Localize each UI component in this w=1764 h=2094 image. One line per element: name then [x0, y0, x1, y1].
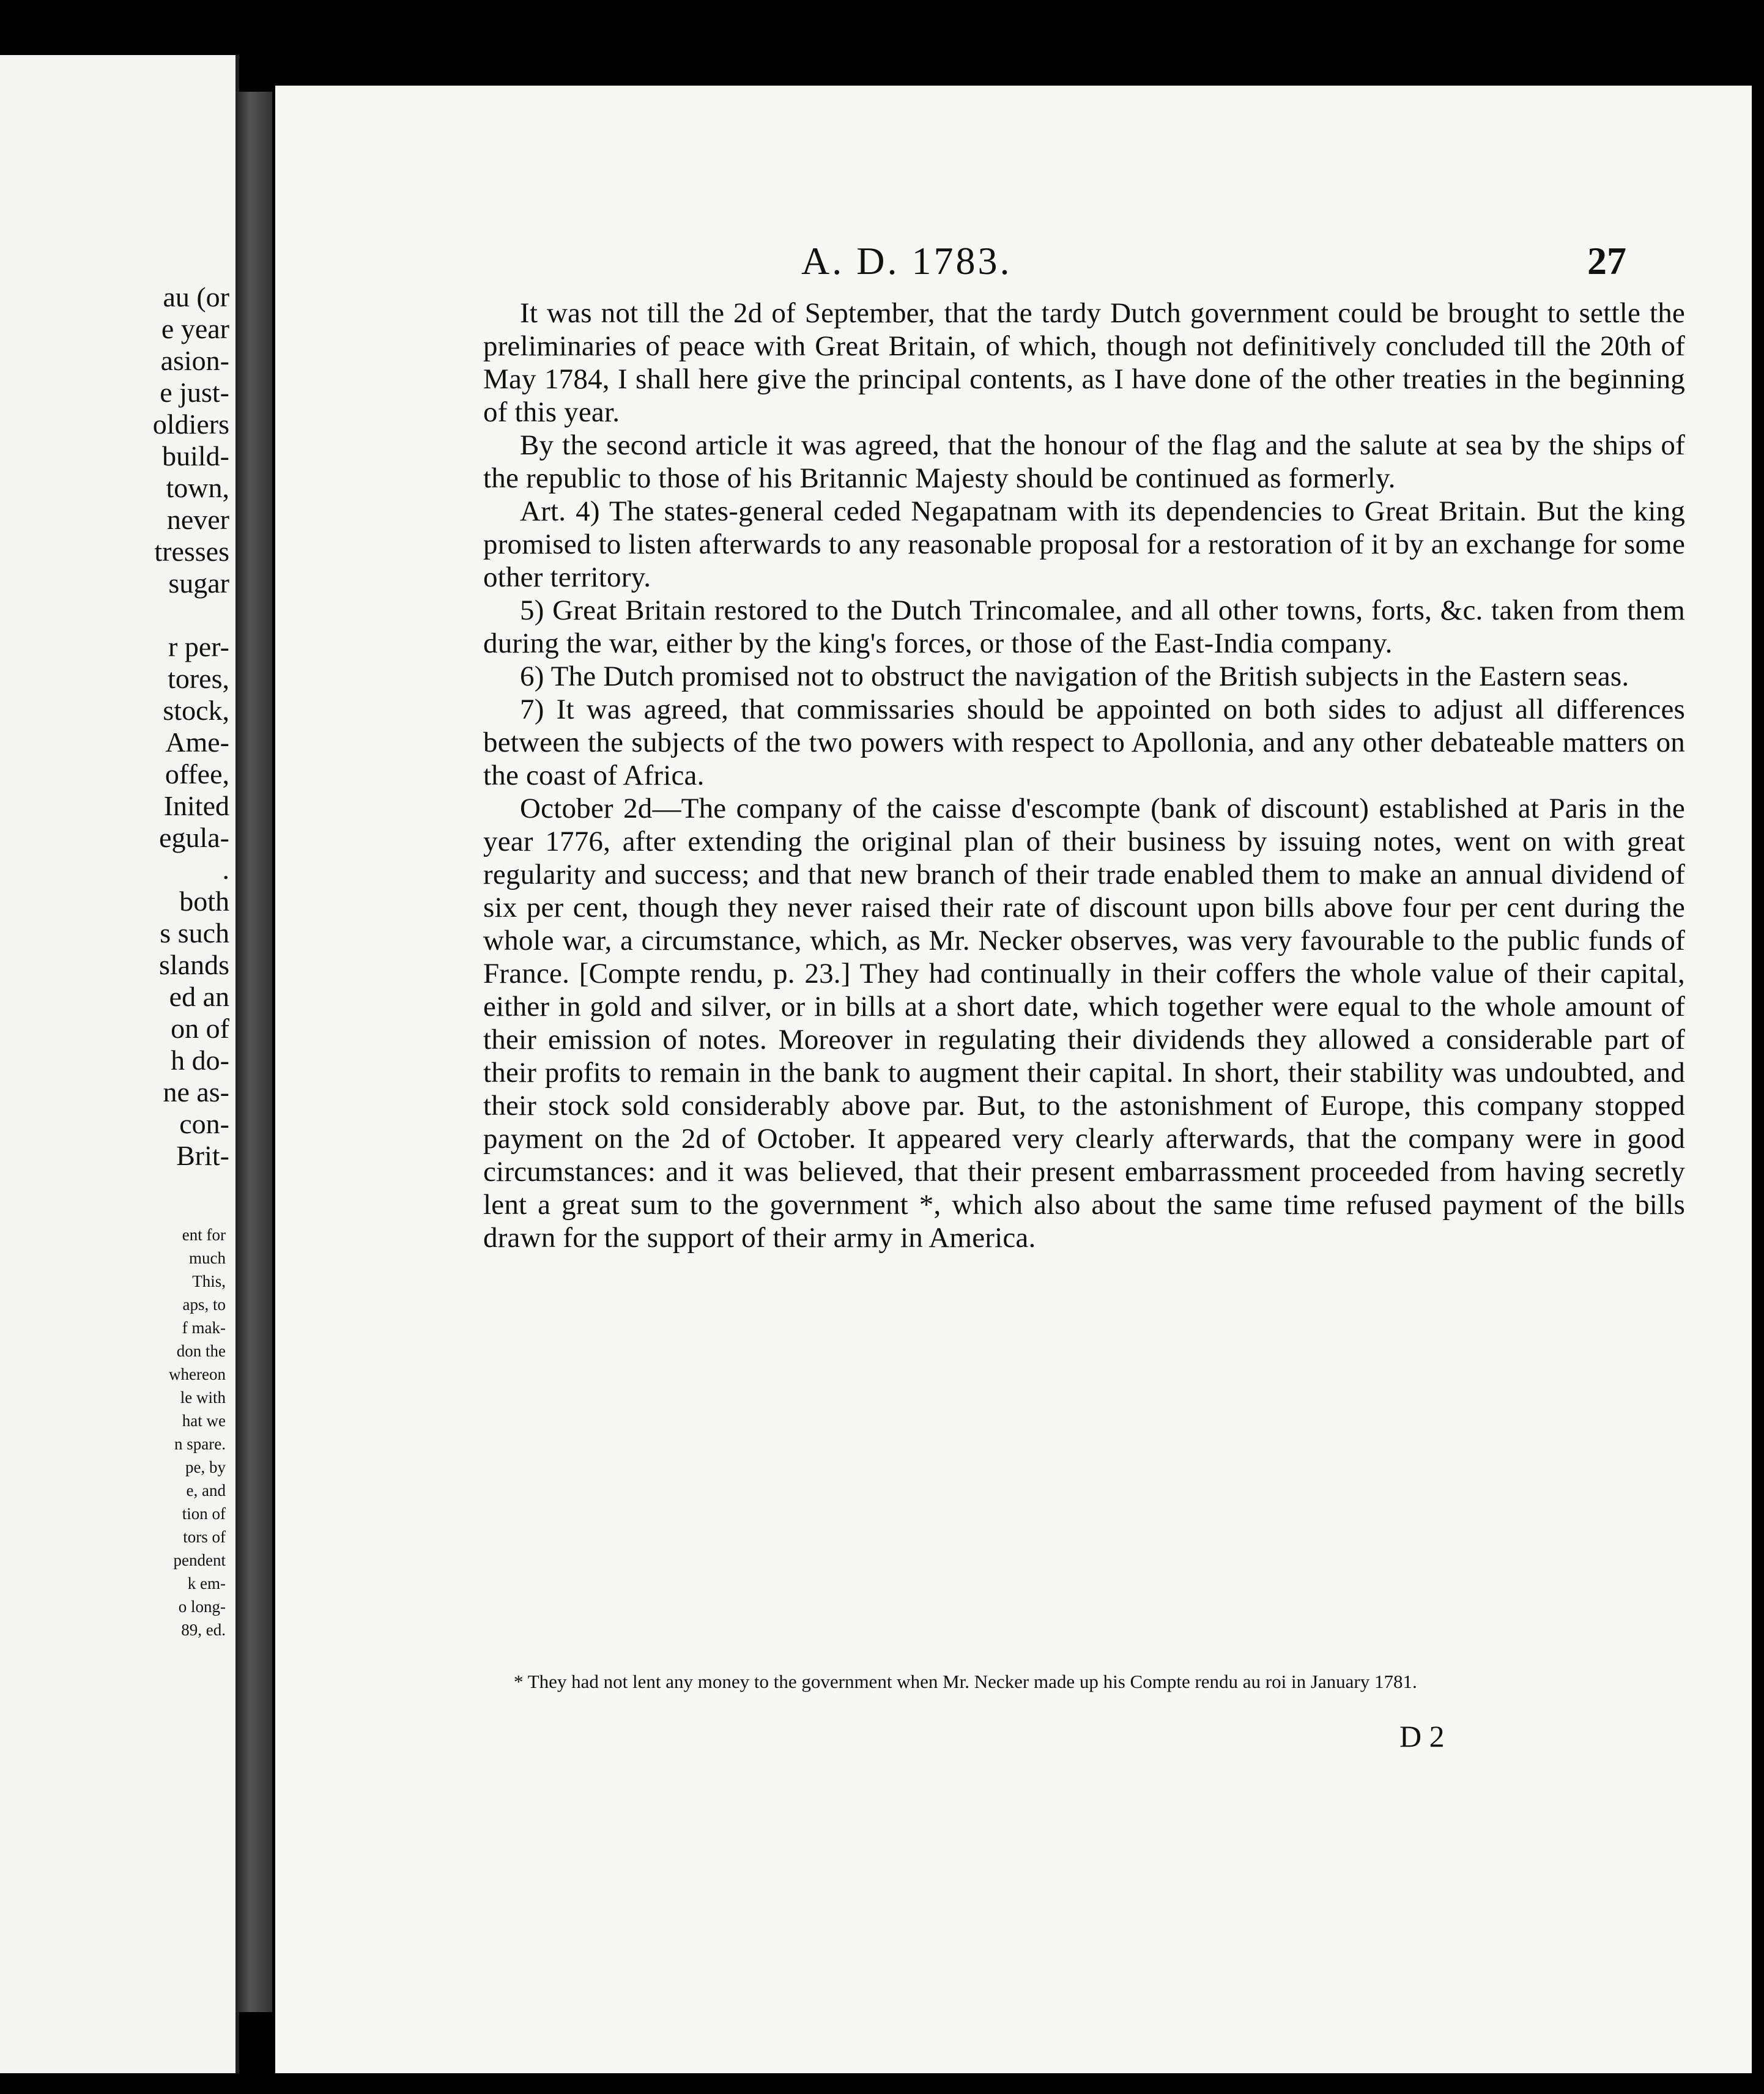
left-page-note-line: ent for: [182, 1226, 226, 1244]
left-page-line: con-: [179, 1108, 229, 1139]
left-page-line: on of: [171, 1013, 229, 1044]
paragraph: By the second article it was agreed, that the honour of the flag and the salute at sea by the ships of the republic to those of his Britannic Majesty should be continued as formerly.: [483, 429, 1685, 494]
page-number: 27: [1587, 239, 1626, 283]
left-page-note-line: This,: [192, 1272, 226, 1290]
left-page-line: ne as-: [163, 1076, 229, 1108]
left-page-line: egula-: [159, 822, 229, 853]
paragraph: 5) Great Britain restored to the Dutch Trincomalee, and all other towns, forts, &c. taken from them during the war, either by the king's forces, or those of the East-India company.: [483, 594, 1685, 659]
left-page-note-line: aps, to: [182, 1295, 226, 1314]
left-page-note-line: le with: [180, 1388, 226, 1407]
left-page-note-line: pendent: [173, 1551, 226, 1569]
left-page-line: Inited: [163, 790, 229, 821]
paragraph: 7) It was agreed, that commissaries should be appointed on both sides to adjust all differences between the subjects of the two powers with respect to Apollonia, and any other debateable matters on the coast of Africa.: [483, 694, 1685, 791]
previous-page-fragment: [0, 55, 239, 2073]
left-page-note-line: pe, by: [185, 1458, 226, 1476]
left-page-line: s such: [160, 917, 229, 949]
left-page-line: asion-: [160, 345, 229, 376]
left-page-line: build-: [162, 440, 229, 472]
left-page-line: oldiers: [152, 409, 229, 440]
left-page-line: both: [179, 886, 229, 917]
left-page-line: r per-: [168, 631, 229, 662]
left-page-note-line: 89, ed.: [181, 1621, 226, 1639]
left-page-line: Ame-: [165, 727, 229, 758]
left-page-line: tresses: [154, 536, 229, 567]
left-page-line: e year: [161, 313, 229, 344]
left-page-note-line: don the: [176, 1342, 226, 1360]
left-page-note-line: e, and: [186, 1481, 226, 1500]
left-page-line: slands: [159, 949, 229, 980]
left-page-note-line: tion of: [182, 1504, 226, 1523]
left-page-line: tores,: [168, 663, 229, 694]
book-page: [275, 86, 1752, 2073]
paragraph: October 2d—The company of the caisse d'escompte (bank of discount) established at Paris in the year 1776, after extending the original plan of their business by issuing notes, went on with great regularity and success; and that new branch of their trade enabled them to make an annual dividend of six per cent, though they never raised their rate of discount upon bills above four per cent during the whole war, a circumstance, which, as Mr. Necker observes, was very favourable to the public funds of France. [Compte rendu, p. 23.] They had continually in their coffers the whole value of their capital, either in gold and silver, or in bills at a short date, which together were equal to the whole amount of their emission of notes. Moreover in regulating their dividends they allowed a considerable part of their profits to remain in the bank to augment their capital. In short, their stability was undoubted, and their stock sold considerably above par. But, to the astonishment of Europe, this company stopped payment on the 2d of October. It appeared very clearly afterwards, that the company were in good circumstances: and it was believed, that their present embarrassment proceeded from having secretly lent a great sum to the government *, which also about the same time refused payment of the bills drawn for the support of their army in America.: [483, 793, 1685, 1254]
signature-mark: D 2: [1399, 1719, 1445, 1753]
left-page-line: .: [222, 854, 229, 885]
paragraph: 6) The Dutch promised not to obstruct the navigation of the British subjects in the Eastern seas.: [520, 660, 1629, 692]
left-page-line: Brit-: [176, 1140, 229, 1171]
left-page-line: au (or: [163, 281, 229, 313]
left-page-note-line: o long-: [178, 1597, 226, 1616]
left-page-line: ed an: [169, 981, 229, 1012]
page-header: [275, 239, 1752, 294]
running-head: A. D. 1783.: [801, 239, 1012, 283]
left-page-note-line: whereon: [169, 1365, 226, 1383]
left-page-note-line: f mak-: [182, 1319, 226, 1337]
left-page-note-line: much: [189, 1249, 226, 1267]
left-page-line: offee,: [165, 758, 229, 790]
paragraph: Art. 4) The states-general ceded Negapatnam with its dependencies to Great Britain. But the king promised to listen afterwards to any reasonable proposal for a restoration of it by an exchange for some other territory.: [483, 495, 1685, 593]
left-page-line: never: [166, 504, 229, 535]
footnote: * They had not lent any money to the government when Mr. Necker made up his Compte rendu au roi in January 1781.: [514, 1671, 1417, 1692]
paragraph: It was not till the 2d of September, that the tardy Dutch government could be brought to settle the preliminaries of peace with Great Britain, of which, though not definitively concluded till the 20th of May 1784, I shall here give the principal contents, as I have done of the other treaties in the beginning of this year.: [483, 297, 1685, 428]
body-text: [483, 297, 1685, 1254]
left-page-line: h do-: [171, 1045, 229, 1076]
left-page-note-line: hat we: [182, 1411, 226, 1430]
left-page-note-line: tors of: [183, 1528, 226, 1546]
left-page-line: e just-: [160, 377, 229, 408]
left-page-note-line: k em-: [187, 1574, 226, 1593]
left-page-line: town,: [166, 472, 229, 503]
left-page-line: sugar: [168, 568, 229, 599]
left-page-line: stock,: [163, 695, 229, 726]
book-gutter: [235, 92, 272, 2012]
left-page-note-line: n spare.: [174, 1435, 226, 1453]
